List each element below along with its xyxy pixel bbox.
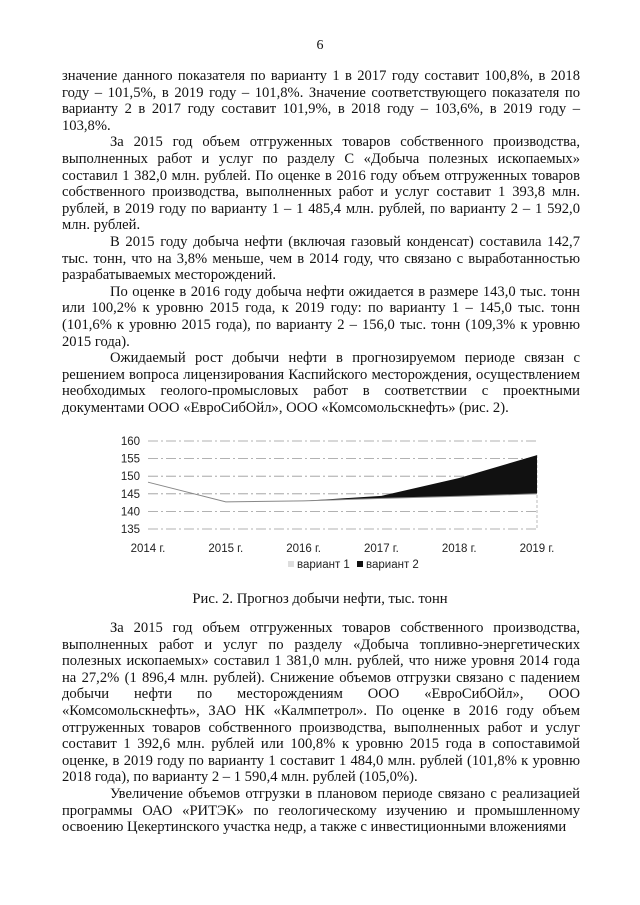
y-tick-label: 150 (120, 471, 140, 484)
figure-caption: Рис. 2. Прогноз добычи нефти, тыс. тонн (192, 591, 448, 607)
legend-label-variant-1: вариант 1 (297, 559, 350, 571)
legend-swatch-variant-2 (357, 561, 363, 567)
y-tick-label: 140 (120, 506, 140, 519)
y-tick-label: 145 (120, 488, 140, 501)
y-tick-label: 135 (120, 524, 140, 536)
x-tick-label: 2019 г. (519, 543, 555, 555)
x-tick-label: 2014 г. (130, 543, 166, 555)
y-tick-label: 160 (120, 436, 140, 448)
x-tick-label: 2015 г. (208, 543, 244, 555)
x-tick-label: 2017 г. (364, 543, 399, 555)
paragraph: За 2015 год объем отгруженных товаров собственного производства, выполненных работ и услуг по разделу «Добыча топливно-энергетических полезных ископаемых» составил 1 381,0 млн. рублей, что ниже уровня 2014 года на 27,2% (1 896,4 млн. рублей). Снижение объемов отгрузки связано с падением добычи нефти по месторождениям ООО «ЕвроСибОйл», ООО «Комсомольскнефть», ЗАО НК «Калмпетрол». По оценке в 2016 году объем отгруженных товаров собственного производства, выполненных работ и услуг составит 1 392,6 млн. рублей или 100,8% к уровню 2015 года в сопоставимой оценке, в 2019 году по варианту 1 составит 1 484,0 млн. рублей (101,8% к уровню 2018 года), по варианту 2 – 1 590,4 млн. рублей (105,0%). (62, 620, 580, 786)
page-number: 6 (316, 38, 324, 53)
x-tick-label: 2018 г. (441, 543, 477, 555)
legend-label-variant-2: вариант 2 (366, 559, 419, 571)
paragraph: За 2015 год объем отгруженных товаров собственного производства, выполненных работ и услуг по разделу С «Добыча полезных ископаемых» составил 1 382,0 млн. рублей. По оценке в 2016 году объем отгруженных товаров собственного производства, выполненных работ и услуг составит 1 393,8 млн. рублей, в 2019 году по варианту 1 – 1 485,4 млн. рублей, по варианту 2 – 1 592,0 млн. рублей. (62, 134, 580, 234)
paragraph: В 2015 году добыча нефти (включая газовый конденсат) составила 142,7 тыс. тонн, что на 3,8% меньше, чем в 2014 году, что связано с выработанностью разрабатываемых месторождений. (62, 233, 580, 284)
paragraph: значение данного показателя по варианту 1 в 2017 году составит 100,8%, в 2018 году – 101,5%, в 2019 году – 101,8%. Значение соответствующего показателя по варианту 2 в 2017 году составит 101,9%, в 2018 году – 103,6%, в 2019 году – 103,8%. (62, 68, 580, 134)
x-tick-label: 2016 г. (286, 543, 321, 555)
series-area-variant-2 (148, 455, 537, 502)
paragraph: По оценке в 2016 году добыча нефти ожидается в размере 143,0 тыс. тонн или 100,2% к уровню 2015 года, к 2019 году: по варианту 1 – 145,0 тыс. тонн (101,6% к уровню 2015 года), по варианту 2 – 156,0 тыс. тонн (109,3% к уровню 2015 года). (62, 283, 580, 350)
paragraph: Увеличение объемов отгрузки в плановом периоде связано с реализацией программы ОАО «РИТЭК» по геологическому изучению и промышленному освоению Цекертинского участка недр, а также с инвестиционными вложениями (62, 785, 580, 836)
paragraph: Ожидаемый рост добычи нефти в прогнозируемом периоде связан с решением вопроса лицензирования Каспийского месторождения, осуществлением необходимых геолого-промысловых работ в соответствии с проектными документами ООО «ЕвроСибОйл», ООО «Комсомольскнефть» (рис. 2). (62, 350, 580, 416)
legend-swatch-variant-1 (288, 561, 294, 567)
y-tick-label: 155 (120, 453, 140, 466)
body-text-bottom (62, 620, 580, 836)
